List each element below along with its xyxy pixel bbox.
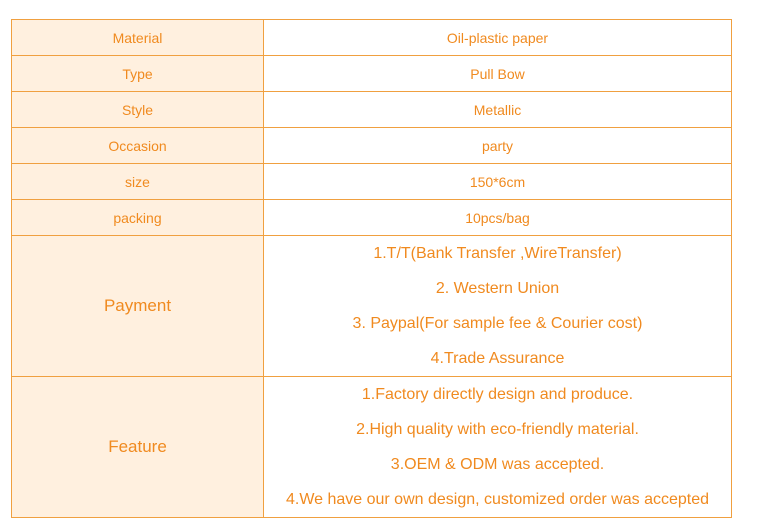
row-label: Occasion [12, 128, 264, 164]
feature-label: Feature [12, 377, 264, 518]
table-row-packing [12, 200, 732, 236]
row-label: packing [12, 200, 264, 236]
row-value: 10pcs/bag [264, 200, 732, 236]
row-value: Pull Bow [264, 56, 732, 92]
row-label: Style [12, 92, 264, 128]
table-row-material [12, 20, 732, 56]
feature-line: 3.OEM & ODM was accepted. [390, 455, 605, 473]
table-row-size [12, 164, 732, 200]
payment-line: 3. Paypal(For sample fee & Courier cost) [352, 314, 643, 332]
feature-line: 1.Factory directly design and produce. [361, 385, 634, 403]
table-row-feature [12, 377, 732, 518]
table-row-style [12, 92, 732, 128]
table-row-occasion [12, 128, 732, 164]
row-value: party [264, 128, 732, 164]
product-spec-table [11, 19, 732, 518]
row-label: size [12, 164, 264, 200]
row-label: Material [12, 20, 264, 56]
row-value: Oil-plastic paper [264, 20, 732, 56]
feature-line: 4.We have our own design, customized order was accepted [285, 490, 710, 508]
feature-line: 2.High quality with eco-friendly material. [356, 420, 639, 438]
feature-value [264, 377, 732, 518]
payment-line: 2. Western Union [435, 279, 560, 297]
payment-label: Payment [12, 236, 264, 377]
table-row-payment [12, 236, 732, 377]
feature-lines [264, 377, 731, 517]
table-row-type [12, 56, 732, 92]
payment-value [264, 236, 732, 377]
row-value: 150*6cm [264, 164, 732, 200]
payment-line: 4.Trade Assurance [430, 349, 565, 367]
row-value: Metallic [264, 92, 732, 128]
payment-line: 1.T/T(Bank Transfer ,WireTransfer) [373, 244, 622, 262]
row-label: Type [12, 56, 264, 92]
payment-lines [264, 236, 731, 376]
